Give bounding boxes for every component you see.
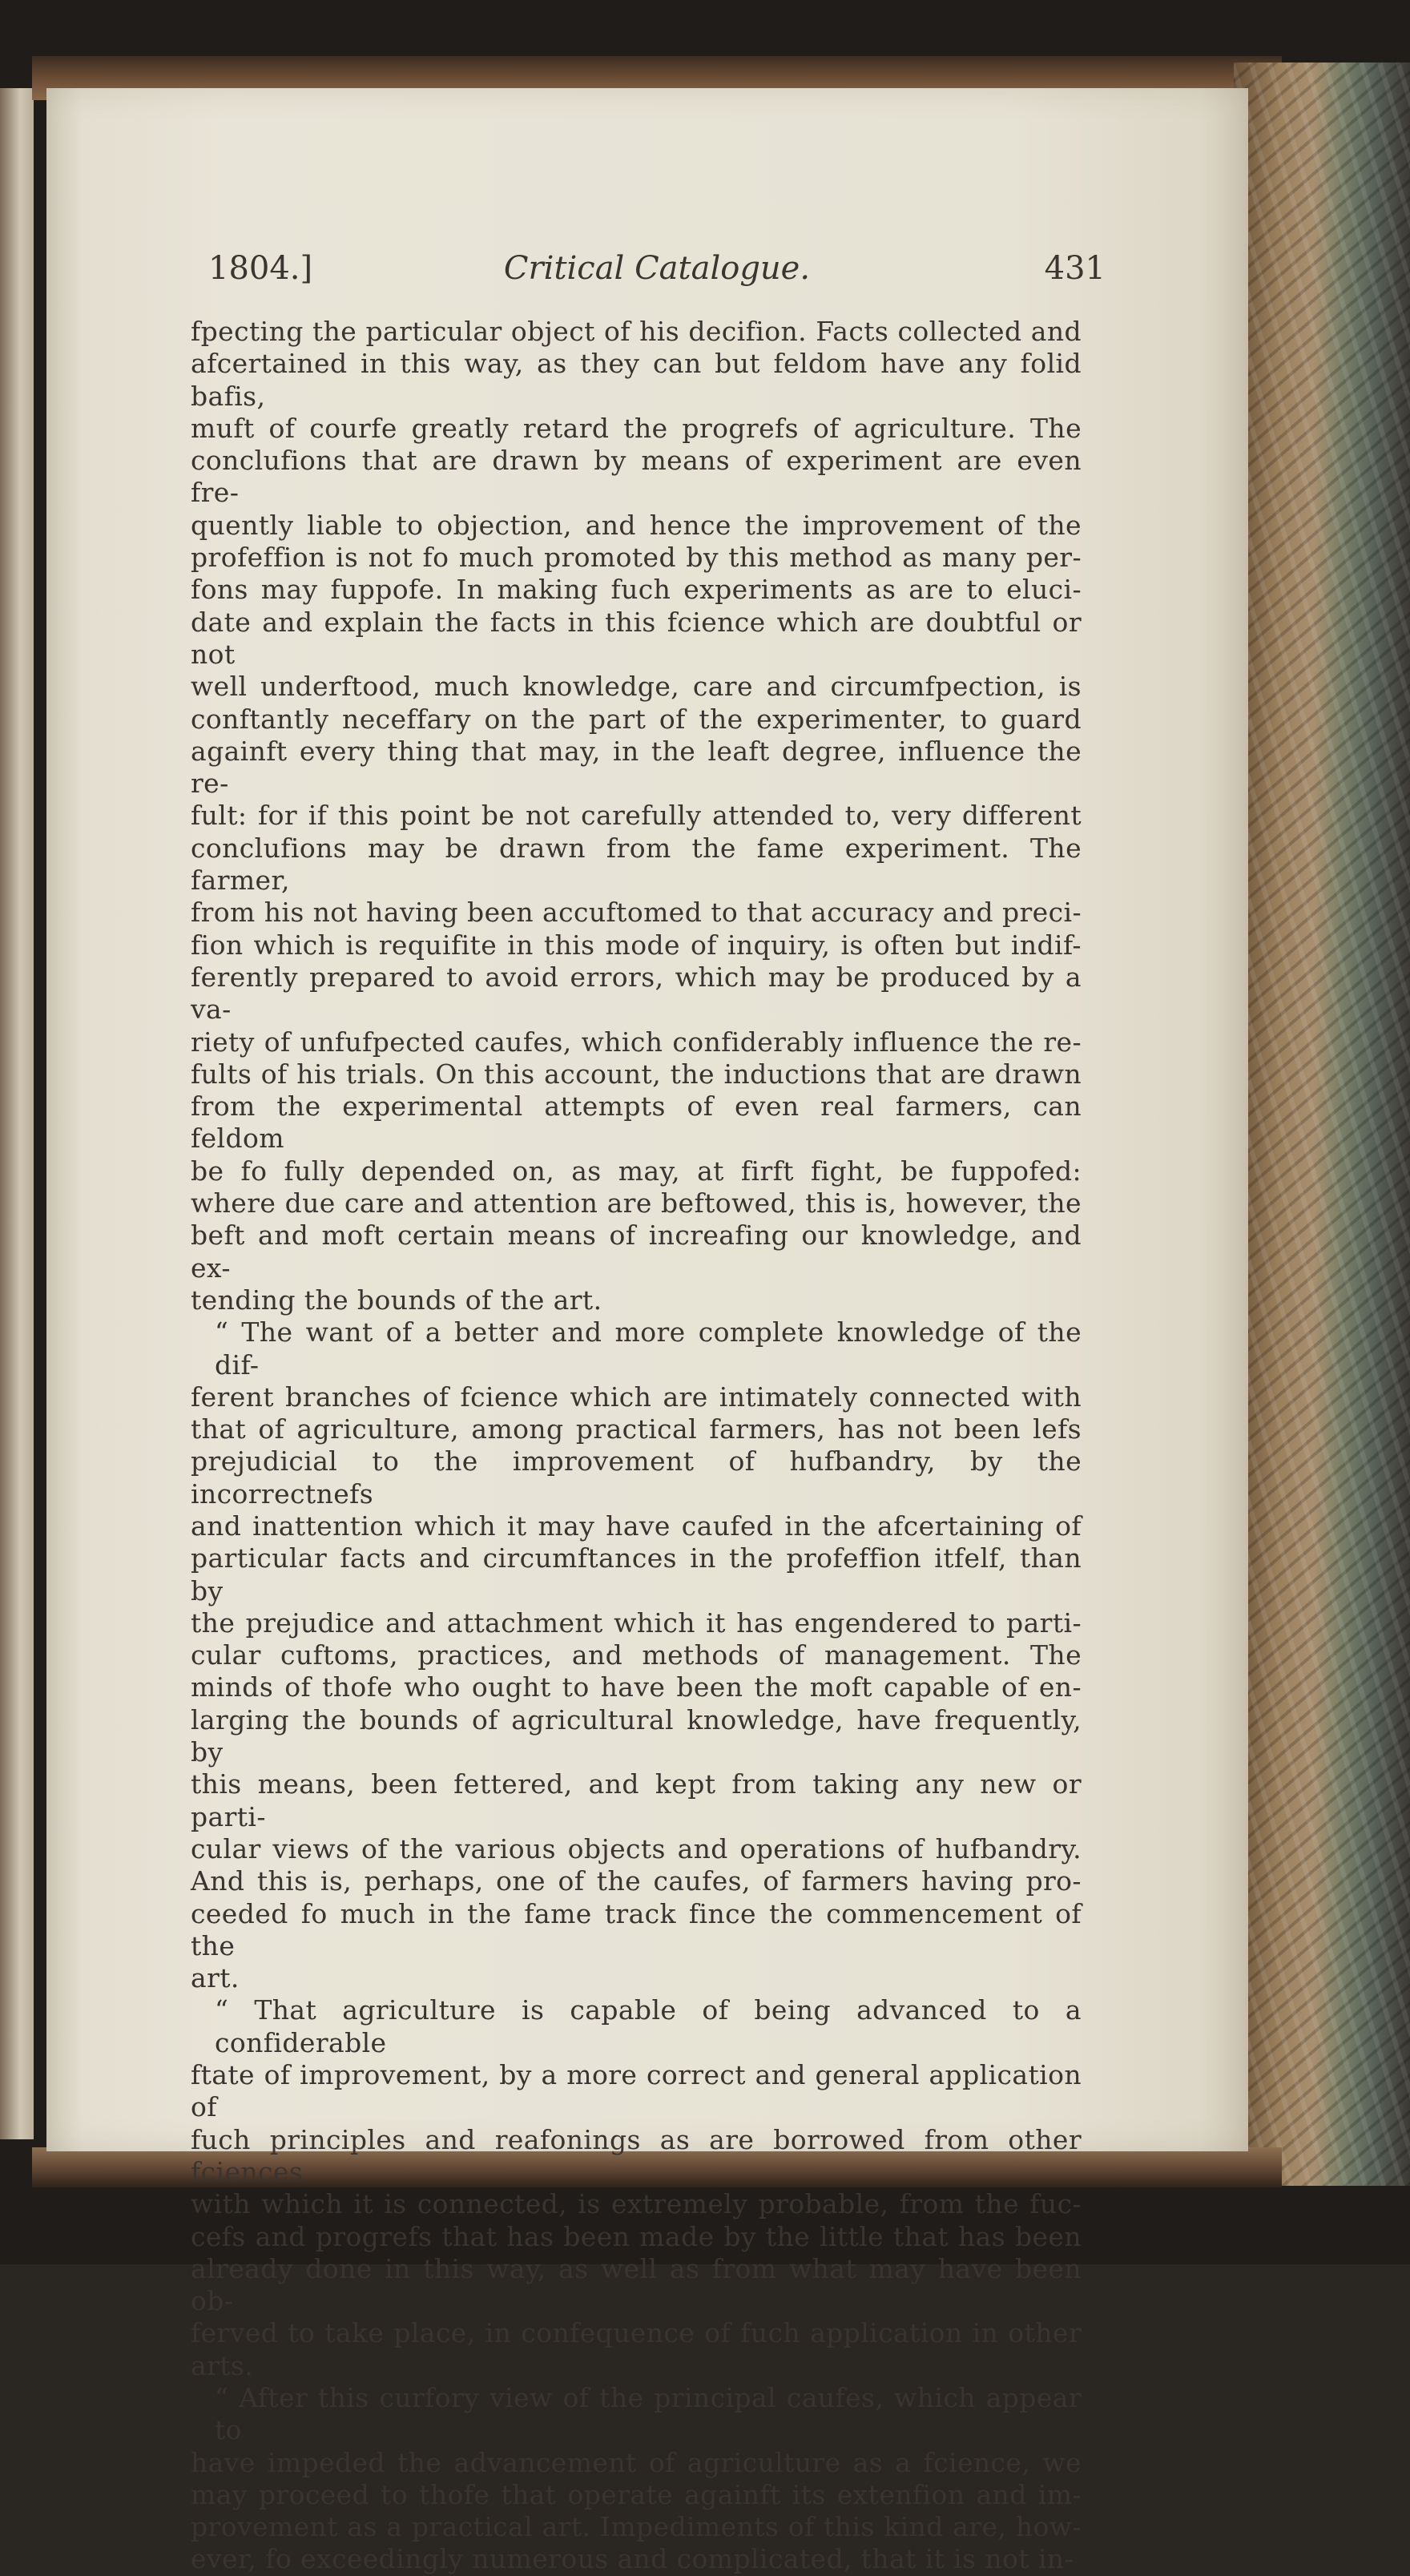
text-line: prejudicial to the improvement of hufbandry, by the incorrectnefs xyxy=(191,1445,1082,1510)
text-line: this means, been fettered, and kept from taking any new or parti- xyxy=(191,1768,1082,1832)
text-line: And this is, perhaps, one of the caufes, of farmers having pro- xyxy=(191,1865,1082,1897)
text-line: muft of courfe greatly retard the progrefs of agriculture. The xyxy=(191,412,1082,444)
body-text xyxy=(191,316,1082,2576)
text-line: art. xyxy=(191,1962,240,1994)
text-line: fons may fuppofe. In making fuch experiments as are to eluci- xyxy=(191,574,1082,606)
text-line: profeffion is not fo much promoted by this method as many per- xyxy=(191,542,1082,574)
text-line: againft every thing that may, in the leaft degree, influence the re- xyxy=(191,735,1082,800)
text-line: cular cuftoms, practices, and methods of management. The xyxy=(191,1639,1082,1671)
text-line: may proceed to thofe that operate againft its extenfion and im- xyxy=(191,2478,1082,2510)
text-line: the prejudice and attachment which it has engendered to parti- xyxy=(191,1606,1082,1639)
text-line: “ After this curfory view of the principal caufes, which appear to xyxy=(215,2382,1082,2446)
text-line: ever, fo exceedingly numerous and complicated, that it is not in- xyxy=(191,2543,1074,2575)
marbled-cover-edge xyxy=(1234,62,1410,2186)
text-line: where due care and attention are beftowed, this is, however, the xyxy=(191,1187,1082,1219)
text-line: and inattention which it may have caufed in the afcertaining of xyxy=(191,1510,1082,1542)
text-line: fuch principles and reafonings as are borrowed from other fciences xyxy=(191,2123,1082,2187)
paragraph xyxy=(191,2382,1082,2576)
text-line: quently liable to objection, and hence the improvement of the xyxy=(191,509,1082,541)
text-line: have impeded the advancement of agriculture as a fcience, we xyxy=(191,2446,1082,2478)
text-line: “ The want of a better and more complete knowledge of the dif- xyxy=(215,1316,1082,1381)
paragraph xyxy=(191,1316,1082,1994)
text-line: arts. xyxy=(191,2349,254,2381)
text-line: fpecting the particular object of his decifion. Facts collected and xyxy=(191,316,1082,347)
header-year: 1804.] xyxy=(208,250,313,287)
text-line: larging the bounds of agricultural knowledge, have frequently, by xyxy=(191,1703,1082,1768)
text-line: conclufions may be drawn from the fame experiment. The farmer, xyxy=(191,832,1082,897)
text-line: provement as a practical art. Impediments of this kind are, how- xyxy=(191,2511,1082,2543)
page-number: 431 xyxy=(1044,250,1106,287)
text-line: afcertained in this way, as they can but feldom have any folid bafis, xyxy=(191,348,1082,412)
text-line: cefs and progrefs that has been made by the little that has been xyxy=(191,2220,1082,2252)
text-line: ceeded fo much in the fame track fince the commencement of the xyxy=(191,1897,1082,1961)
facing-page-edge xyxy=(0,88,34,2139)
text-line: “ That agriculture is capable of being advanced to a confiderable xyxy=(215,1994,1082,2058)
text-line: well underftood, much knowledge, care and circumfpection, is xyxy=(191,671,1082,703)
header-title: Critical Catalogue. xyxy=(503,250,811,287)
running-header xyxy=(208,250,1106,298)
text-line: that of agriculture, among practical farmers, has not been lefs xyxy=(191,1413,1082,1445)
text-line: conftantly neceffary on the part of the experimenter, to guard xyxy=(191,703,1082,735)
text-line: ferved to take place, in confequence of fuch application in other xyxy=(191,2317,1082,2349)
text-line: particular facts and circumftances in the profeffion itfelf, than by xyxy=(191,1542,1082,1606)
text-line: date and explain the facts in this fcience which are doubtful or not xyxy=(191,606,1082,670)
text-line: with which it is connected, is extremely probable, from the fuc- xyxy=(191,2188,1082,2220)
text-line: fion which is requifite in this mode of inquiry, is often but indif- xyxy=(191,929,1082,961)
text-line: ftate of improvement, by a more correct and general application of xyxy=(191,2059,1082,2123)
text-line: fult: for if this point be not carefully attended to, very different xyxy=(191,800,1082,832)
text-line: tending the bounds of the art. xyxy=(191,1284,602,1316)
text-line: beft and moft certain means of increafing our knowledge, and ex- xyxy=(191,1219,1082,1284)
text-line: conclufions that are drawn by means of experiment are even fre- xyxy=(191,445,1082,509)
text-line: riety of unfufpected caufes, which confiderably influence the re- xyxy=(191,1026,1082,1058)
text-line: minds of thofe who ought to have been the moft capable of en- xyxy=(191,1671,1082,1703)
text-line: ferently prepared to avoid errors, which may be produced by a va- xyxy=(191,961,1082,1026)
text-line: be fo fully depended on, as may, at firft fight, be fuppofed: xyxy=(191,1155,1082,1187)
paragraph xyxy=(191,316,1082,1316)
text-line: from his not having been accuftomed to that accuracy and preci- xyxy=(191,897,1082,929)
text-line: already done in this way, as well as from what may have been ob- xyxy=(191,2252,1082,2317)
text-line: fults of his trials. On this account, the inductions that are drawn xyxy=(191,1058,1082,1090)
text-line: cular views of the various objects and operations of hufbandry. xyxy=(191,1832,1082,1864)
text-line: ferent branches of fcience which are intimately connected with xyxy=(191,1381,1082,1413)
text-line: from the experimental attempts of even real farmers, can feldom xyxy=(191,1090,1082,1155)
paragraph xyxy=(191,1994,1082,2382)
